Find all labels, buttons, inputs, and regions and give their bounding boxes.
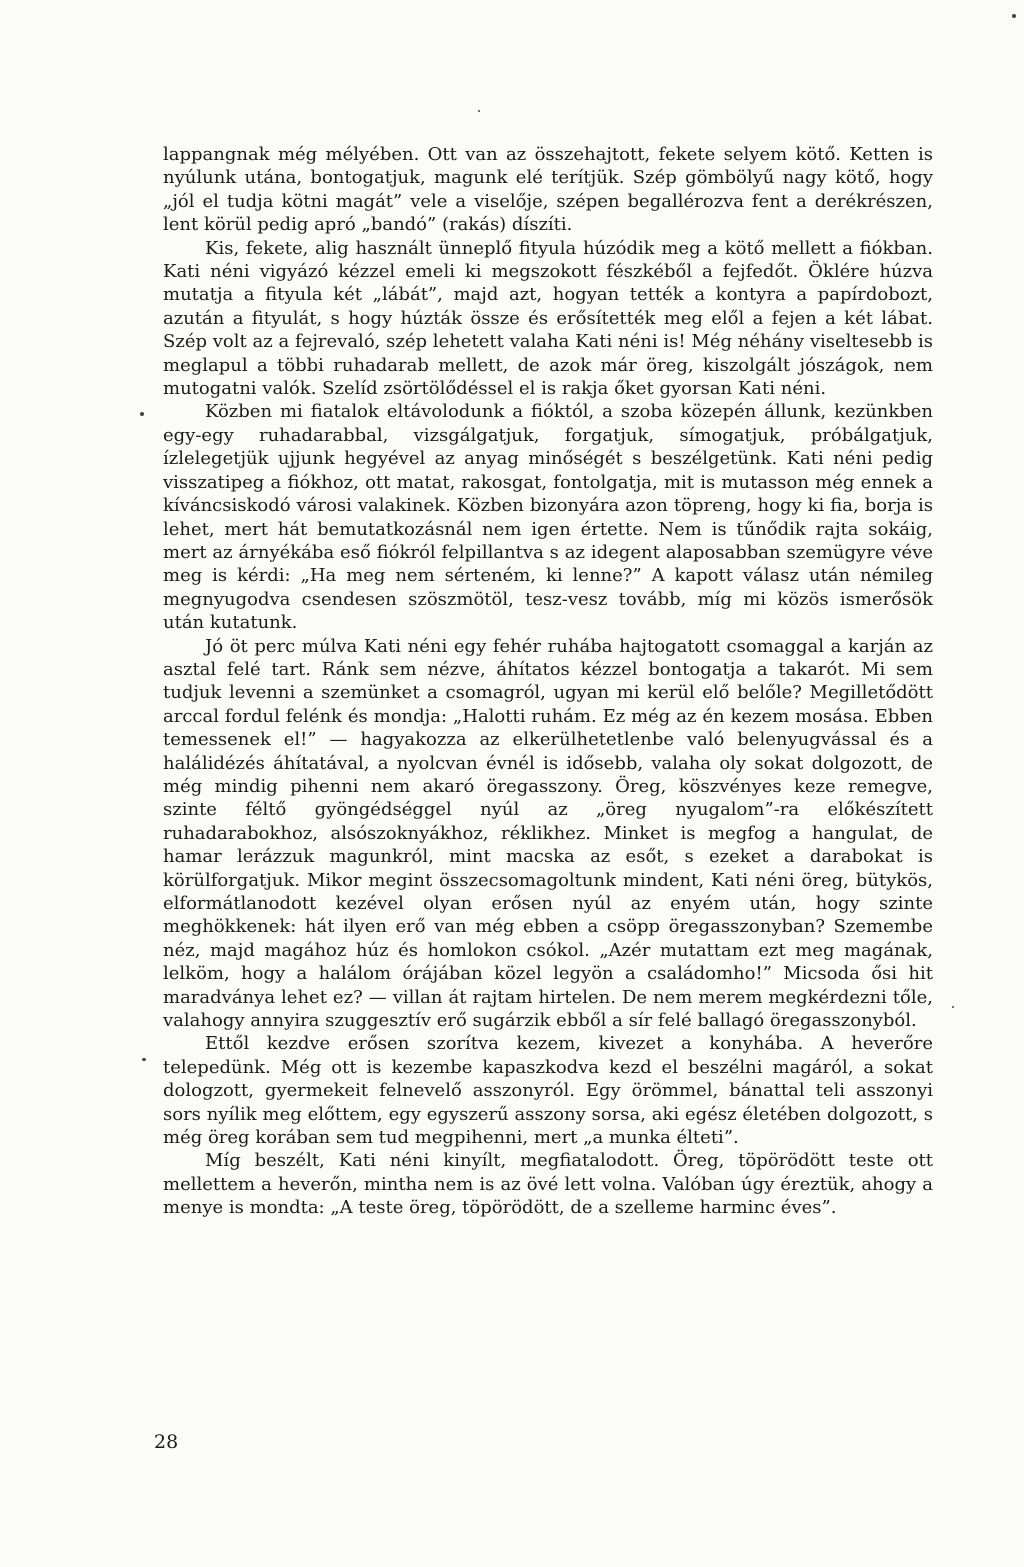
page-number: 28 (154, 1431, 179, 1453)
scan-speck (478, 110, 480, 112)
scan-speck (140, 412, 144, 416)
paragraph-4: Jó öt perc múlva Kati néni egy fehér ruhába hajtogatott csomaggal a karján az asztal felé tart. Ránk sem nézve, áhítatos kézzel bontogatja a takarót. Mi sem tudjuk levenni a szemünket a csomagról, ugyan mi kerül elő belőle? Megilletődött arccal fordul felénk és mondja: „Halotti ruhám. Ez még az én kezem mosása. Ebben temessenek el!” — hagyakozza az elkerülhetetlenbe való belenyugvással és a halálidézés áhítatával, a nyolcvan évnél is idősebb, valaha oly sokat dolgozott, de még mindig pihenni nem akaró öregasszony. Öreg, köszvényes keze remegve, szinte féltő gyöngédséggel nyúl az „öreg nyugalom”-ra előkészített ruhadarabokhoz, alsószoknyákhoz, réklikhez. Minket is megfog a hangulat, de hamar lerázzuk magunkról, mint macska az esőt, s ezeket a darabokat is körülforgatjuk. Mikor megint összecsomagoltunk mindent, Kati néni öreg, bütykös, elformátlanodott kezével olyan erősen nyúl az enyém után, hogy szinte meghökkenek: hát ilyen erő van még ebben a csöpp öregasszonyban? Szemembe néz, majd magához húz és homlokon csókol. „Azér mutattam ezt meg magának, lelköm, hogy a halálom órájában közel legyön a családomho!” Micsoda ősi hit maradványa lehet ez? — villan át rajtam hirtelen. De nem merem megkérdezni tőle, valahogy annyira szuggesztív erő sugárzik ebből a sír felé ballagó öregasszonyból. (163, 635, 933, 1032)
paragraph-2: Kis, fekete, alig használt ünneplő fityula húzódik meg a kötő mellett a fiókban. Kati néni vigyázó kézzel emeli ki megszokott fészkéből a fejfedőt. Öklére húzva mutatja a fityula két „lábát”, majd azt, hogyan tették a kontyra a papírdobozt, azután a fityulát, s hogy húzták össze és erősítették meg elől a fejen a két lábat. Szép volt az a fejrevaló, szép lehetett valaha Kati néni is! Még néhány viseltesebb is meglapul a többi ruhadarab mellett, de azok már öreg, kiszolgált jószágok, nem mutogatni valók. Szelíd zsörtölődéssel el is rakja őket gyorsan Kati néni. (163, 237, 933, 400)
scan-speck (952, 1006, 954, 1008)
scan-speck (1012, 14, 1016, 18)
paragraph-6: Míg beszélt, Kati néni kinyílt, megfiatalodott. Öreg, töpörödött teste ott mellettem a heverőn, mintha nem is az övé lett volna. Valóban úgy éreztük, ahogy a menye is mondta: „A teste öreg, töpörödött, de a szelleme harminc éves”. (163, 1150, 933, 1219)
paragraph-5: Ettől kezdve erősen szorítva kezem, kivezet a konyhába. A heverőre telepedünk. Még ott is kezembe kapaszkodva kezd el beszélni magáról, a sokat dologzott, gyermekeit felnevelő asszonyról. Egy örömmel, bánattal teli asszonyi sors nyílik meg előttem, egy egyszerű asszony sorsa, aki egész életében dolgozott, s még öreg korában sem tud megpihenni, mert „a munka élteti”. (163, 1033, 933, 1149)
paragraph-1: lappangnak még mélyében. Ott van az összehajtott, fekete selyem kötő. Ketten is nyúlunk utána, bontogatjuk, magunk elé terítjük. Szép gömbölyű nagy kötő, hogy „jól el tudja kötni magát” vele a viselője, szépen begallérozva fent a derékrészen, lent körül pedig apró „bandó” (rakás) díszíti. (163, 144, 933, 236)
paragraph-3: Közben mi fiatalok eltávolodunk a fióktól, a szoba közepén állunk, kezünkben egy-egy ruhadarabbal, vizsgálgatjuk, forgatjuk, símogatjuk, próbálgatjuk, ízlelegetjük ujjunk hegyével az anyag minőségét s beszélgetünk. Kati néni pedig visszatipeg a fiókhoz, ott matat, rakosgat, fontolgatja, mit is mutasson még ennek a kíváncsiskodó városi valakinek. Közben bizonyára azon töpreng, hogy ki fia, borja is lehet, mert hát bemutatkozásnál nem igen értette. Nem is tűnődik rajta sokáig, mert az árnyékába eső fiókról felpillantva s az idegent alaposabban szemügyre véve meg is kérdi: „Ha meg nem sérteném, ki lenne?” A kapott válasz után némileg megnyugodva csendesen szöszmötöl, tesz-vesz tovább, míg mi közös ismerősök után kutatunk. (163, 401, 933, 634)
body-text (163, 143, 933, 1220)
scan-speck (142, 1058, 146, 1061)
